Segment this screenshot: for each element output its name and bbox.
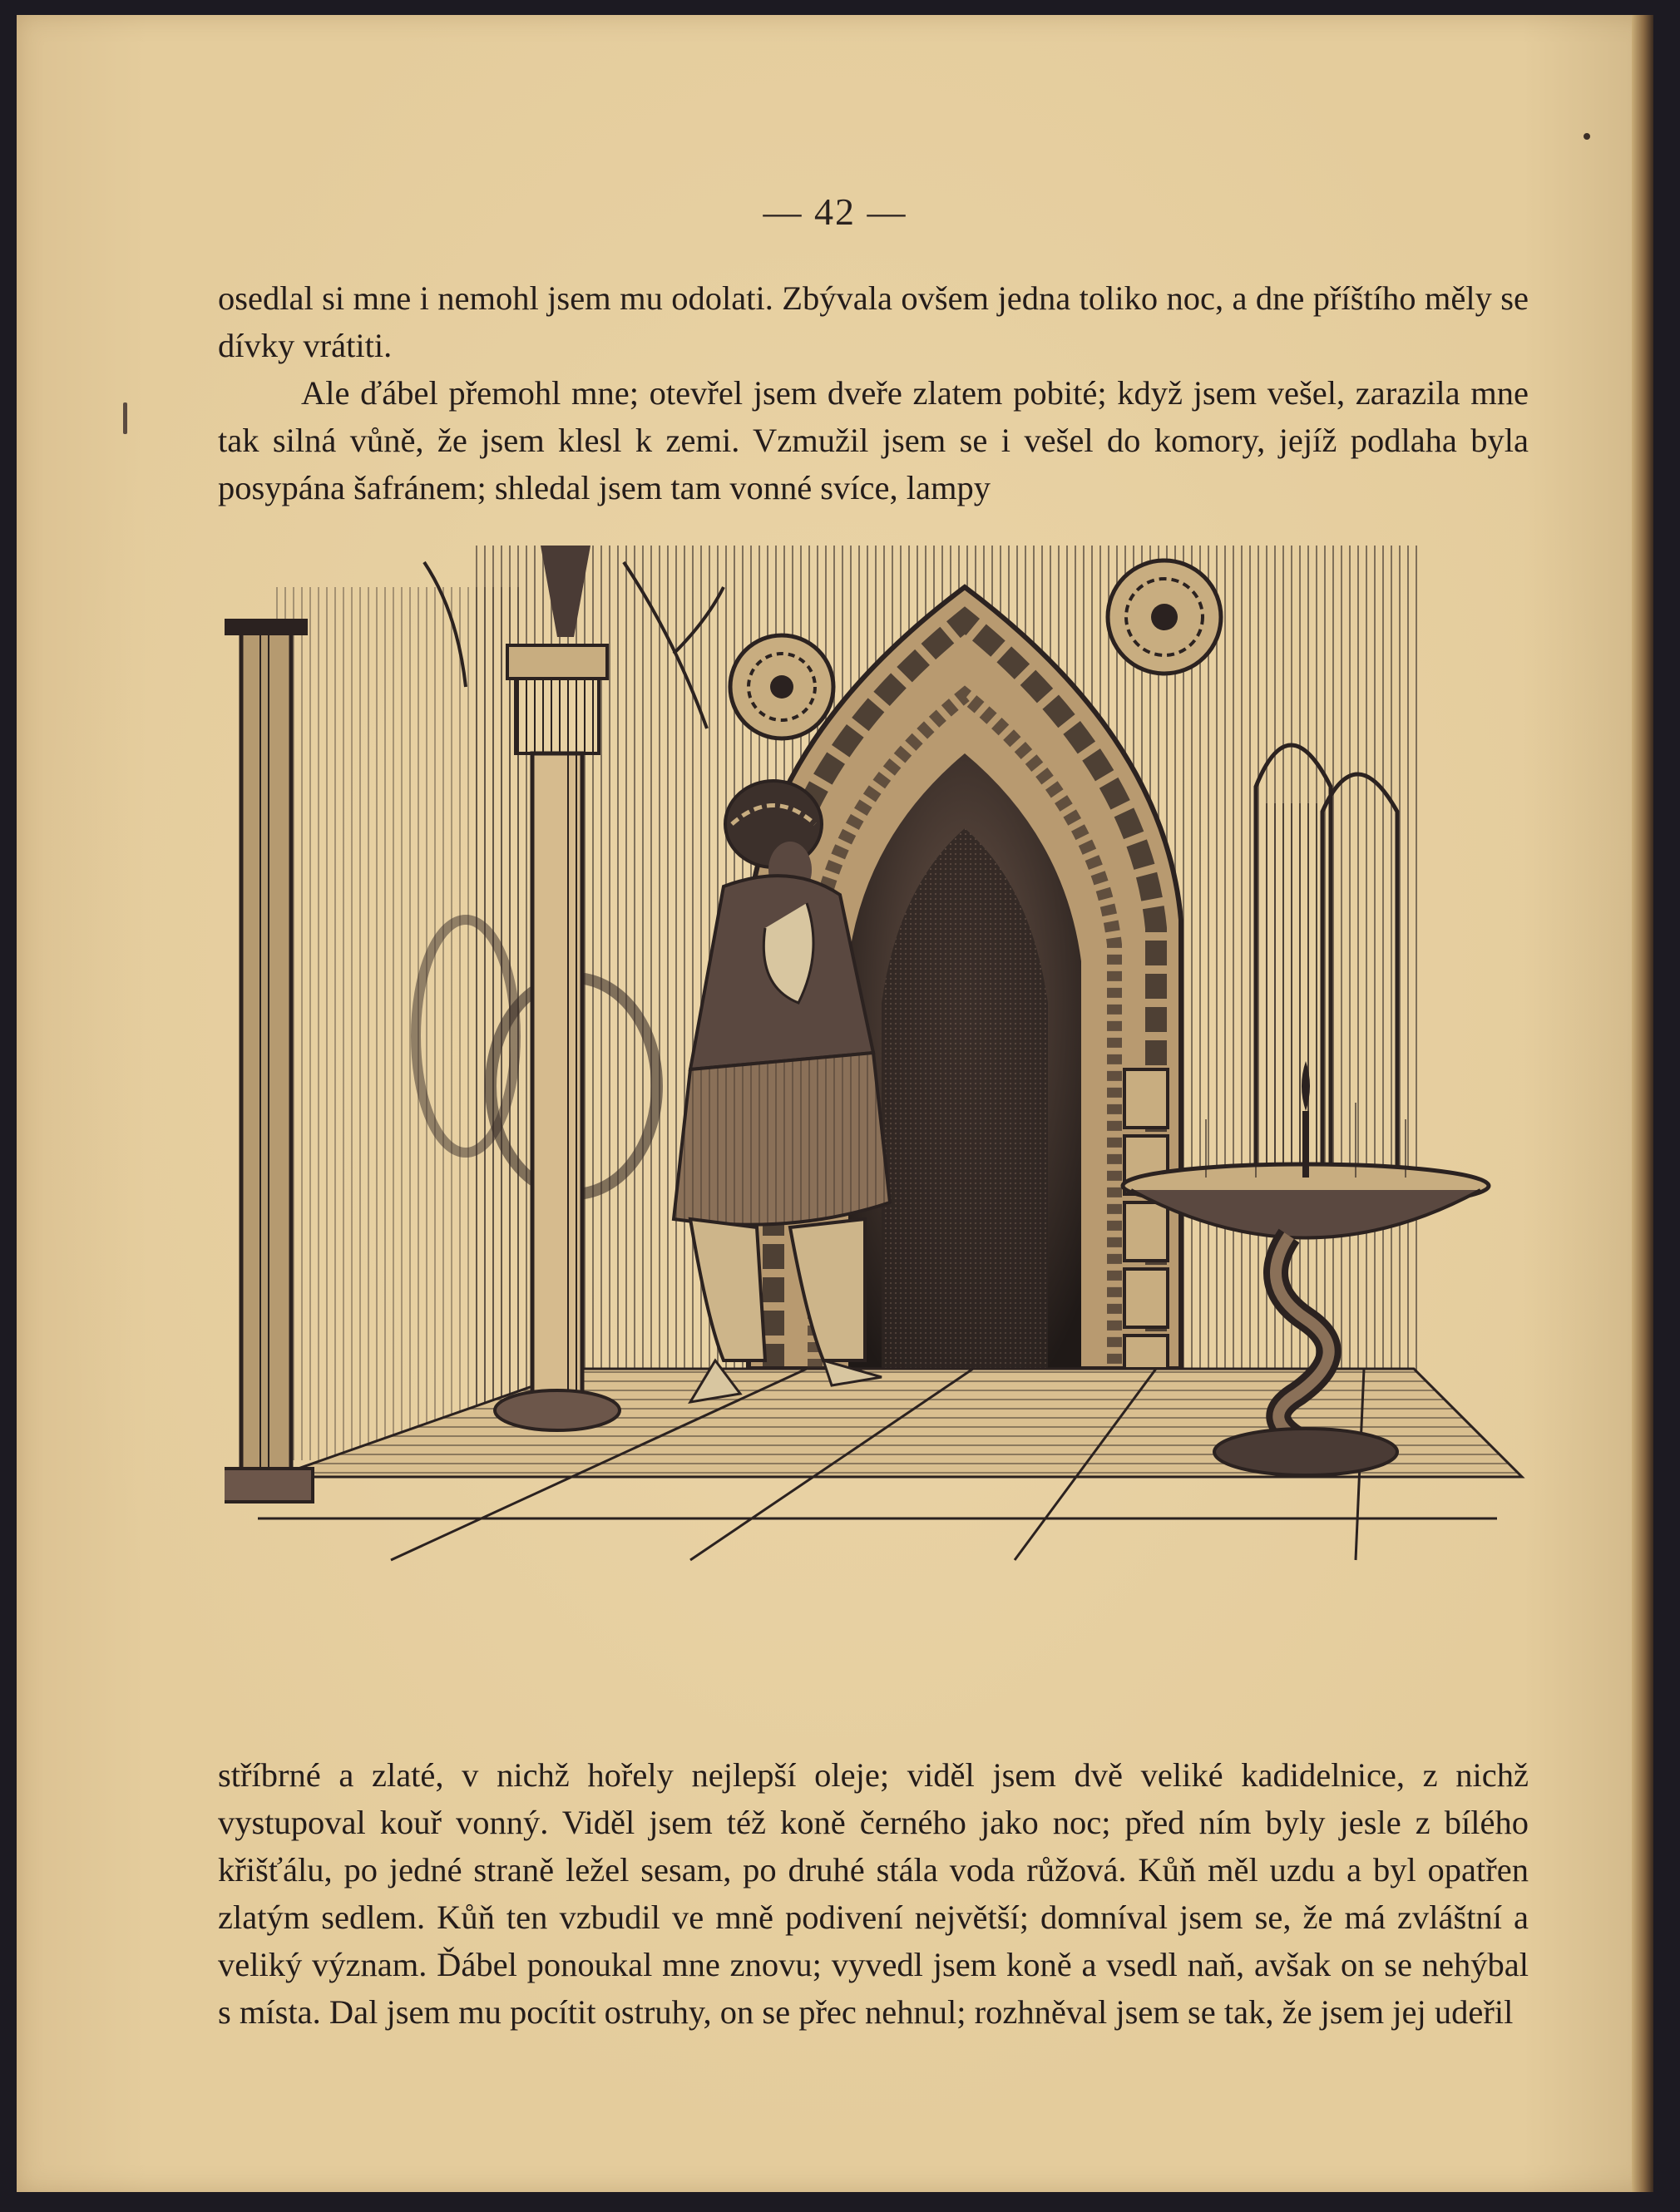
margin-mark [123,402,127,434]
top-text-block [218,274,1529,511]
page-number: — 42 — [763,190,907,233]
paragraph: Ale ďábel přemohl mne; otevřel jsem dveře zlatem pobité; když jsem vešel, zarazila mne tak silná vůně, že jsem klesl k zemi. Vzmužil jsem se i vešel do komory, jejíž podlaha byla posypána šafránem; shledal jsem tam vonné svíce, lampy [218,374,1529,506]
engraving-illustration [225,537,1539,1710]
book-page [17,15,1653,2192]
rosette-left [730,635,833,738]
paragraph: stříbrné a zlaté, v nichž hořely nejlepší oleje; viděl jsem dvě veliké kadidelnice, z nichž vystupoval kouř vonný. Viděl jsem též koně černého jako noc; před ním byly jesle z bílého křišťálu, po jedné straně ležel sesam, po druhé stála voda růžová. Kůň měl uzdu a byl opatřen zlatým sedlem. Kůň ten vzbudil ve mně podivení největší; domníval jsem se, že má zvláštní a veliký význam. Ďábel ponoukal mne znovu; vyvedl jsem koně a vsedl naň, avšak on se nehýbal s místa. Dal jsem mu pocítit ostruhy, on se přec nehnul; rozhněval jsem se tak, že jsem jej udeřil [218,1756,1529,2031]
rosette-right [1108,560,1221,674]
paragraph: osedlal si mne i nemohl jsem mu odolati. Zbývala ovšem jedna toliko noc, a dne příštího měly se dívky vrátiti. [218,279,1529,364]
ink-speck [1584,133,1590,140]
page-gutter [1632,15,1653,2192]
bottom-text-block [218,1751,1529,2036]
